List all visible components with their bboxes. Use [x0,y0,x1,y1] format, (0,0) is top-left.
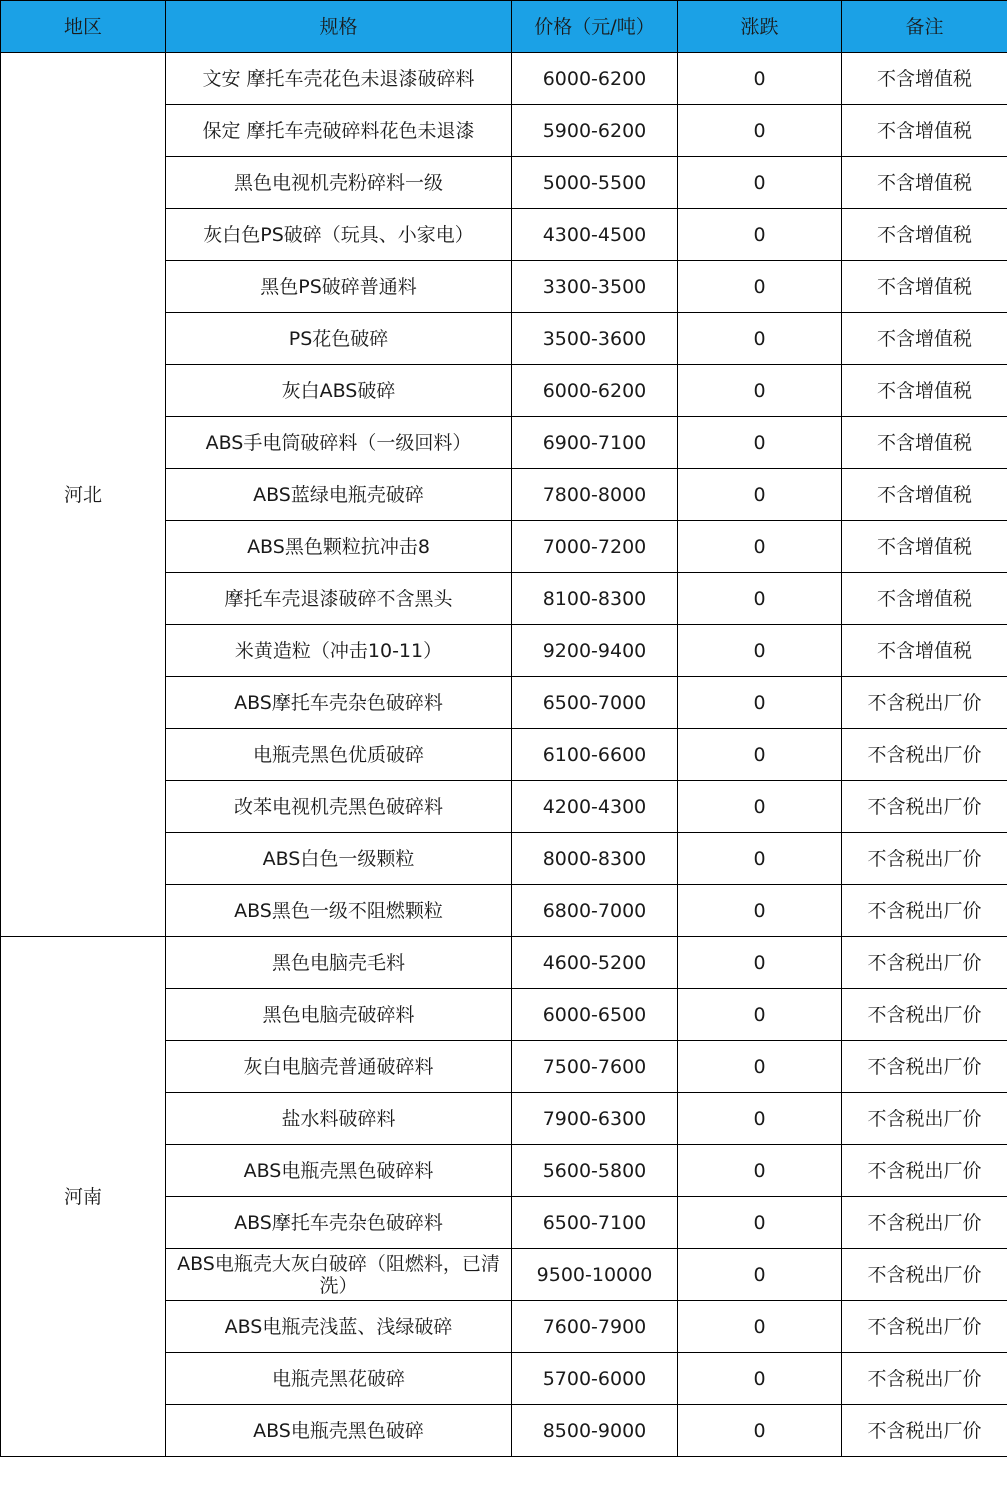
spec-cell: 电瓶壳黑花破碎 [166,1353,512,1405]
change-cell: 0 [678,625,842,677]
spec-cell: 黑色PS破碎普通料 [166,261,512,313]
table-row [1,937,1007,989]
column-header-spec: 规格 [166,1,512,53]
spec-cell: ABS摩托车壳杂色破碎料 [166,677,512,729]
price-cell: 6000-6200 [512,53,678,105]
note-cell: 不含税出厂价 [842,937,1007,989]
note-cell: 不含税出厂价 [842,1041,1007,1093]
note-cell: 不含税出厂价 [842,1301,1007,1353]
note-cell: 不含税出厂价 [842,1249,1007,1301]
price-cell: 8100-8300 [512,573,678,625]
spec-cell: ABS手电筒破碎料（一级回料） [166,417,512,469]
change-cell: 0 [678,1353,842,1405]
price-cell: 6100-6600 [512,729,678,781]
spec-cell: ABS电瓶壳大灰白破碎（阻燃料，已清洗） [166,1249,512,1301]
change-cell: 0 [678,1041,842,1093]
price-cell: 7800-8000 [512,469,678,521]
change-cell: 0 [678,729,842,781]
note-cell: 不含税出厂价 [842,781,1007,833]
change-cell: 0 [678,885,842,937]
price-cell: 5700-6000 [512,1353,678,1405]
change-cell: 0 [678,365,842,417]
note-cell: 不含增值税 [842,521,1007,573]
price-cell: 3500-3600 [512,313,678,365]
price-cell: 5900-6200 [512,105,678,157]
change-cell: 0 [678,105,842,157]
price-cell: 4600-5200 [512,937,678,989]
price-cell: 6000-6200 [512,365,678,417]
region-cell: 河南 [1,937,166,1457]
header-row [1,1,1007,53]
price-cell: 3300-3500 [512,261,678,313]
spec-cell: ABS摩托车壳杂色破碎料 [166,1197,512,1249]
region-cell: 河北 [1,53,166,937]
note-cell: 不含税出厂价 [842,677,1007,729]
note-cell: 不含增值税 [842,365,1007,417]
change-cell: 0 [678,677,842,729]
price-cell: 4200-4300 [512,781,678,833]
change-cell: 0 [678,1093,842,1145]
price-cell: 8000-8300 [512,833,678,885]
table-row [1,53,1007,105]
note-cell: 不含税出厂价 [842,1405,1007,1457]
price-cell: 9500-10000 [512,1249,678,1301]
spec-cell: 改苯电视机壳黑色破碎料 [166,781,512,833]
spec-cell: 灰白色PS破碎（玩具、小家电） [166,209,512,261]
spec-cell: PS花色破碎 [166,313,512,365]
change-cell: 0 [678,157,842,209]
note-cell: 不含增值税 [842,157,1007,209]
price-cell: 4300-4500 [512,209,678,261]
price-cell: 9200-9400 [512,625,678,677]
note-cell: 不含税出厂价 [842,885,1007,937]
spec-cell: 灰白ABS破碎 [166,365,512,417]
price-cell: 6500-7100 [512,1197,678,1249]
note-cell: 不含增值税 [842,469,1007,521]
change-cell: 0 [678,261,842,313]
change-cell: 0 [678,313,842,365]
note-cell: 不含税出厂价 [842,1353,1007,1405]
spec-cell: 灰白电脑壳普通破碎料 [166,1041,512,1093]
spec-cell: ABS蓝绿电瓶壳破碎 [166,469,512,521]
column-header-region: 地区 [1,1,166,53]
change-cell: 0 [678,1145,842,1197]
change-cell: 0 [678,937,842,989]
note-cell: 不含增值税 [842,261,1007,313]
note-cell: 不含增值税 [842,625,1007,677]
price-cell: 6900-7100 [512,417,678,469]
note-cell: 不含增值税 [842,53,1007,105]
spec-cell: 文安 摩托车壳花色未退漆破碎料 [166,53,512,105]
spec-cell: 黑色电视机壳粉碎料一级 [166,157,512,209]
change-cell: 0 [678,521,842,573]
change-cell: 0 [678,1197,842,1249]
spec-cell: ABS电瓶壳黑色破碎 [166,1405,512,1457]
change-cell: 0 [678,209,842,261]
spec-cell: ABS黑色一级不阻燃颗粒 [166,885,512,937]
spec-cell: ABS白色一级颗粒 [166,833,512,885]
table-body [1,53,1007,1457]
change-cell: 0 [678,1405,842,1457]
spec-cell: 盐水料破碎料 [166,1093,512,1145]
price-cell: 7500-7600 [512,1041,678,1093]
change-cell: 0 [678,417,842,469]
note-cell: 不含税出厂价 [842,989,1007,1041]
spec-cell: ABS电瓶壳浅蓝、浅绿破碎 [166,1301,512,1353]
change-cell: 0 [678,833,842,885]
column-header-price: 价格（元/吨） [512,1,678,53]
note-cell: 不含增值税 [842,105,1007,157]
price-cell: 5600-5800 [512,1145,678,1197]
price-cell: 7600-7900 [512,1301,678,1353]
change-cell: 0 [678,1249,842,1301]
price-cell: 6500-7000 [512,677,678,729]
spec-cell: 黑色电脑壳破碎料 [166,989,512,1041]
note-cell: 不含增值税 [842,209,1007,261]
note-cell: 不含税出厂价 [842,1197,1007,1249]
note-cell: 不含增值税 [842,313,1007,365]
change-cell: 0 [678,1301,842,1353]
note-cell: 不含增值税 [842,417,1007,469]
column-header-note: 备注 [842,1,1007,53]
change-cell: 0 [678,989,842,1041]
note-cell: 不含增值税 [842,573,1007,625]
note-cell: 不含税出厂价 [842,729,1007,781]
change-cell: 0 [678,573,842,625]
price-cell: 7000-7200 [512,521,678,573]
change-cell: 0 [678,53,842,105]
note-cell: 不含税出厂价 [842,833,1007,885]
spec-cell: 摩托车壳退漆破碎不含黑头 [166,573,512,625]
spec-cell: 保定 摩托车壳破碎料花色未退漆 [166,105,512,157]
change-cell: 0 [678,469,842,521]
price-cell: 6800-7000 [512,885,678,937]
spec-cell: 电瓶壳黑色优质破碎 [166,729,512,781]
price-cell: 6000-6500 [512,989,678,1041]
column-header-change: 涨跌 [678,1,842,53]
spec-cell: ABS黑色颗粒抗冲击8 [166,521,512,573]
price-cell: 5000-5500 [512,157,678,209]
price-cell: 7900-6300 [512,1093,678,1145]
price-cell: 8500-9000 [512,1405,678,1457]
change-cell: 0 [678,781,842,833]
note-cell: 不含税出厂价 [842,1093,1007,1145]
spec-cell: 米黄造粒（冲击10-11） [166,625,512,677]
spec-cell: ABS电瓶壳黑色破碎料 [166,1145,512,1197]
spec-cell: 黑色电脑壳毛料 [166,937,512,989]
note-cell: 不含税出厂价 [842,1145,1007,1197]
